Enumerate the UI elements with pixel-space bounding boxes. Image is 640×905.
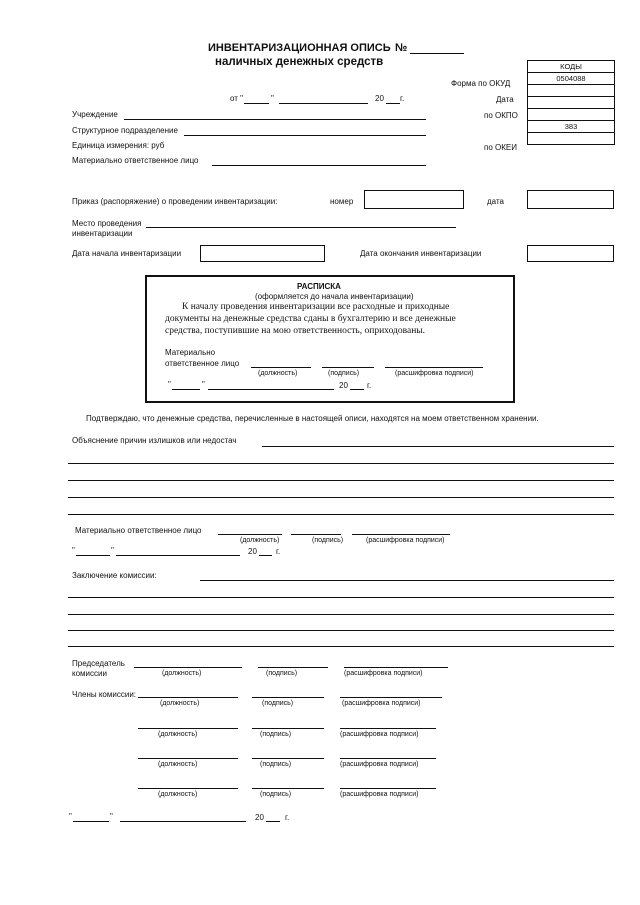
receipt-position-caption: (должность) [258, 370, 298, 377]
member3-signature-caption: (подпись) [260, 761, 292, 768]
receipt-subtitle: (оформляется до начала инвентаризации) [255, 292, 414, 301]
responsible2-year-line[interactable] [259, 555, 272, 556]
responsible2-signature-line[interactable] [291, 534, 341, 535]
date-year-line[interactable] [386, 103, 400, 104]
responsible2-suffix: г. [276, 547, 281, 556]
member3-position-line[interactable] [138, 758, 238, 759]
chair-decoding-caption: (расшифровка подписи) [344, 670, 423, 677]
order-label: Приказ (распоряжение) о проведении инвентаризации: [72, 197, 278, 206]
responsible2-decoding-line[interactable] [352, 534, 450, 535]
member2-position-caption: (должность) [158, 731, 198, 738]
responsible2-day-line[interactable] [76, 555, 110, 556]
date-prefix: от " [230, 94, 243, 103]
receipt-day-line[interactable] [172, 389, 200, 390]
date-year: 20 [375, 94, 384, 103]
okud-code-cell[interactable]: 0504088 [528, 73, 615, 85]
receipt-signature-caption: (подпись) [328, 370, 360, 377]
conclusion-line-2[interactable] [68, 597, 614, 598]
chair-label-line-1: Председатель [72, 659, 125, 668]
member4-decoding-caption: (расшифровка подписи) [340, 791, 419, 798]
receipt-text-line-3: средства, поступившие на мою ответственность, оприходованы. [165, 326, 426, 336]
chair-signature-caption: (подпись) [266, 670, 298, 677]
chair-position-caption: (должность) [162, 670, 202, 677]
chair-label-line-2: комиссии [72, 669, 107, 678]
footer-open-quote: " [69, 812, 72, 821]
member4-position-line[interactable] [138, 788, 238, 789]
member4-signature-caption: (подпись) [260, 791, 292, 798]
explanation-line-5[interactable] [68, 514, 614, 515]
order-number-label: номер [330, 197, 354, 206]
receipt-decoding-caption: (расшифровка подписи) [395, 370, 474, 377]
place-label-line-2: инвентаризации [72, 229, 133, 238]
place-line[interactable] [146, 227, 456, 228]
okei-code-cell[interactable]: 383 [528, 121, 615, 133]
member3-position-caption: (должность) [158, 761, 198, 768]
place-label-line-1: Место проведения [72, 219, 142, 228]
responsible2-month-line[interactable] [116, 555, 240, 556]
footer-month-line[interactable] [120, 821, 246, 822]
end-date-box[interactable] [527, 245, 614, 262]
members-label: Члены комиссии: [72, 690, 137, 699]
responsible2-position-caption: (должность) [240, 537, 280, 544]
blank-code-cell[interactable] [528, 109, 615, 121]
member3-signature-line[interactable] [252, 758, 324, 759]
member2-decoding-line[interactable] [340, 728, 436, 729]
receipt-person-line-2: ответственное лицо [165, 359, 240, 368]
confirm-text: Подтверждаю, что денежные средства, перечисленные в настоящей описи, находятся на моем ответственном хранении. [86, 414, 539, 423]
date-month-line[interactable] [279, 103, 368, 104]
chair-signature-line[interactable] [258, 667, 328, 668]
member2-position-line[interactable] [138, 728, 238, 729]
member2-decoding-caption: (расшифровка подписи) [340, 731, 419, 738]
responsible2-position-line[interactable] [218, 534, 282, 535]
responsible-label: Материально ответственное лицо [72, 156, 199, 165]
member1-position-line[interactable] [138, 697, 238, 698]
receipt-text-line-2: документы на денежные средства сданы в бухгалтерию и все денежные [165, 314, 456, 324]
responsible2-open-quote: " [72, 546, 75, 555]
chair-position-line[interactable] [134, 667, 242, 668]
member4-decoding-line[interactable] [340, 788, 436, 789]
number-sign: № [395, 42, 408, 54]
member4-position-caption: (должность) [158, 791, 198, 798]
start-date-label: Дата начала инвентаризации [72, 249, 182, 258]
start-date-box[interactable] [200, 245, 325, 262]
receipt-signature-line[interactable] [322, 367, 374, 368]
member1-signature-line[interactable] [252, 697, 324, 698]
receipt-person-line-1: Материально [165, 348, 216, 357]
footer-day-line[interactable] [73, 821, 109, 822]
date-quote: " [271, 94, 274, 103]
receipt-title: РАСПИСКА [297, 282, 341, 291]
date-code-cell[interactable] [528, 85, 615, 97]
date-label: Дата [496, 95, 514, 104]
member2-signature-caption: (подпись) [260, 731, 292, 738]
footer-year-line[interactable] [266, 821, 280, 822]
responsible2-year: 20 [248, 547, 257, 556]
institution-label: Учреждение [72, 110, 118, 119]
department-line[interactable] [184, 135, 426, 136]
member1-decoding-line[interactable] [340, 697, 442, 698]
okud-label: Форма по ОКУД [451, 79, 511, 88]
receipt-suffix: г. [367, 381, 372, 390]
order-date-label: дата [487, 197, 504, 206]
responsible2-close-quote: " [111, 546, 114, 555]
order-date-box[interactable] [527, 190, 614, 209]
member4-signature-line[interactable] [252, 788, 324, 789]
member3-decoding-line[interactable] [340, 758, 436, 759]
okpo-label: по ОКПО [484, 111, 518, 120]
receipt-date-open-quote: " [168, 380, 171, 389]
footer-suffix: г. [285, 813, 290, 822]
member1-position-caption: (должность) [160, 700, 200, 707]
end-date-label: Дата окончания инвентаризации [360, 249, 482, 258]
conclusion-line-5[interactable] [68, 646, 614, 647]
receipt-month-line[interactable] [208, 389, 334, 390]
institution-line[interactable] [124, 119, 426, 120]
responsible2-signature-caption: (подпись) [312, 537, 344, 544]
responsible2-label: Материально ответственное лицо [75, 526, 202, 535]
codes-header: КОДЫ [528, 61, 615, 73]
title-line-1: ИНВЕНТАРИЗАЦИОННАЯ ОПИСЬ [208, 42, 391, 54]
receipt-year: 20 [339, 381, 348, 390]
date-day-line[interactable] [244, 103, 269, 104]
receipt-year-line[interactable] [350, 389, 364, 390]
conclusion-line-4[interactable] [68, 630, 614, 631]
footer-close-quote: " [110, 812, 113, 821]
footer-year: 20 [255, 813, 264, 822]
responsible-line[interactable] [212, 165, 426, 166]
department-label: Структурное подразделение [72, 126, 178, 135]
member2-signature-line[interactable] [252, 728, 324, 729]
okei-label: по ОКЕИ [484, 143, 517, 152]
okpo-code-cell[interactable] [528, 97, 615, 109]
blank-code-cell-2[interactable] [528, 133, 615, 145]
conclusion-label: Заключение комиссии: [72, 571, 157, 580]
conclusion-line-1[interactable] [200, 580, 614, 581]
receipt-position-line[interactable] [251, 367, 311, 368]
explanation-line-3[interactable] [68, 480, 614, 481]
codes-table [527, 60, 615, 145]
receipt-text-line-1: К началу проведения инвентаризации все расходные и приходные [182, 302, 450, 312]
receipt-decoding-line[interactable] [385, 367, 483, 368]
date-suffix: г. [400, 94, 405, 103]
member1-decoding-caption: (расшифровка подписи) [342, 700, 421, 707]
conclusion-line-3[interactable] [68, 614, 614, 615]
explanation-line-2[interactable] [68, 463, 614, 464]
document-number-line[interactable] [410, 53, 464, 54]
chair-decoding-line[interactable] [344, 667, 448, 668]
responsible2-decoding-caption: (расшифровка подписи) [366, 537, 445, 544]
explanation-line-4[interactable] [68, 497, 614, 498]
member3-decoding-caption: (расшифровка подписи) [340, 761, 419, 768]
unit-label: Единица измерения: руб [72, 141, 165, 150]
explanation-line-1[interactable] [262, 446, 614, 447]
explanation-label: Объяснение причин излишков или недостач [72, 436, 237, 445]
order-number-box[interactable] [364, 190, 464, 209]
member1-signature-caption: (подпись) [262, 700, 294, 707]
receipt-date-close-quote: " [202, 380, 205, 389]
title-line-2: наличных денежных средств [215, 56, 384, 68]
